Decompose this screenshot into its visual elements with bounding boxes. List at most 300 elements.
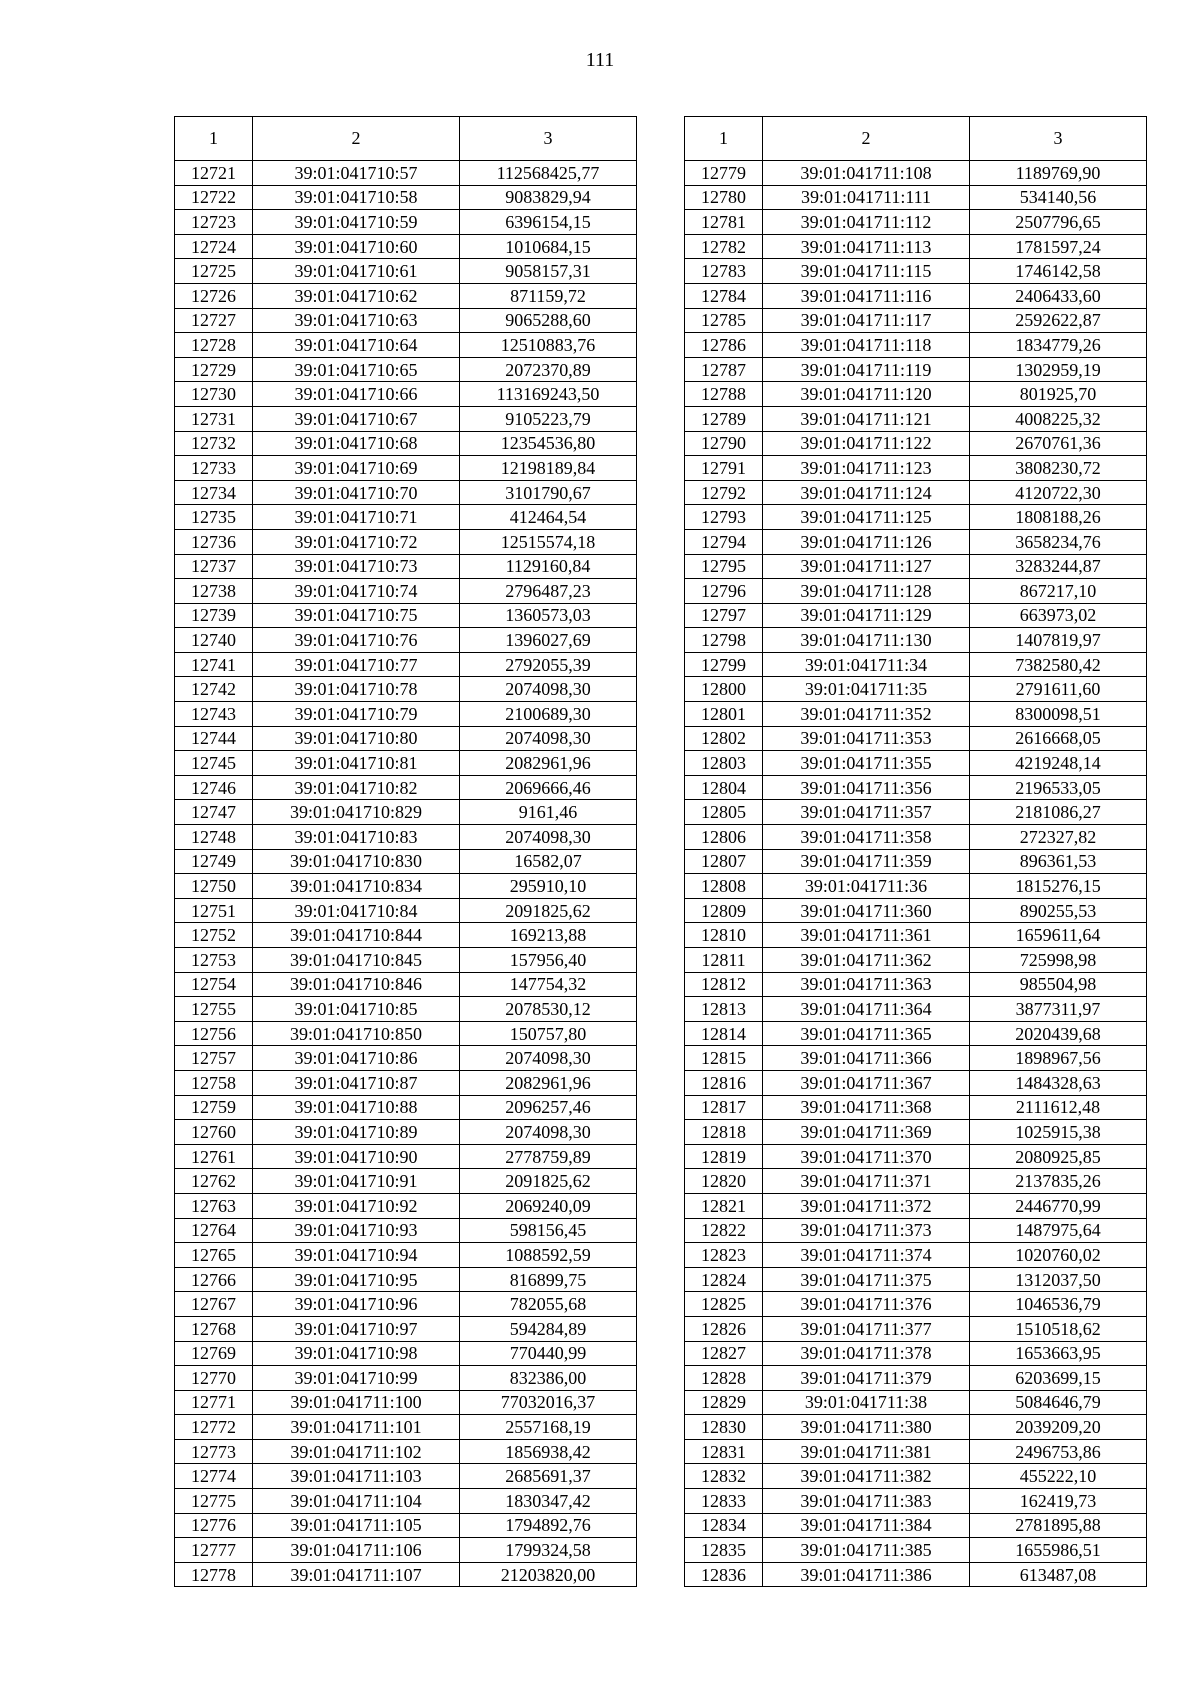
- value-cell: 1088592,59: [460, 1243, 637, 1268]
- row-number-cell: 12809: [685, 898, 763, 923]
- value-cell: 725998,98: [970, 948, 1147, 973]
- value-cell: 2616668,05: [970, 726, 1147, 751]
- table-row: [685, 1562, 1147, 1587]
- value-cell: 770440,99: [460, 1341, 637, 1366]
- cadastral-number-cell: 39:01:041711:116: [763, 283, 970, 308]
- right-table: [684, 116, 1147, 1587]
- cadastral-number-cell: 39:01:041710:95: [253, 1267, 460, 1292]
- value-cell: 801925,70: [970, 382, 1147, 407]
- cadastral-number-cell: 39:01:041711:357: [763, 800, 970, 825]
- value-cell: 1799324,58: [460, 1538, 637, 1563]
- value-cell: 2781895,88: [970, 1513, 1147, 1538]
- value-cell: 4219248,14: [970, 751, 1147, 776]
- cadastral-number-cell: 39:01:041710:97: [253, 1316, 460, 1341]
- table-row: [685, 161, 1147, 186]
- value-cell: 1808188,26: [970, 505, 1147, 530]
- cadastral-number-cell: 39:01:041711:108: [763, 161, 970, 186]
- row-number-cell: 12756: [175, 1021, 253, 1046]
- row-number-cell: 12813: [685, 997, 763, 1022]
- cadastral-number-cell: 39:01:041710:90: [253, 1144, 460, 1169]
- value-cell: 1010684,15: [460, 234, 637, 259]
- cadastral-number-cell: 39:01:041711:363: [763, 972, 970, 997]
- table-row: [175, 997, 637, 1022]
- cadastral-number-cell: 39:01:041711:365: [763, 1021, 970, 1046]
- value-cell: 2074098,30: [460, 677, 637, 702]
- value-cell: 1794892,76: [460, 1513, 637, 1538]
- row-number-cell: 12816: [685, 1070, 763, 1095]
- table-row: [175, 1538, 637, 1563]
- column-header-3: 3: [970, 117, 1147, 161]
- table-row: [175, 775, 637, 800]
- cadastral-number-cell: 39:01:041710:83: [253, 825, 460, 850]
- cadastral-number-cell: 39:01:041710:845: [253, 948, 460, 973]
- cadastral-number-cell: 39:01:041710:67: [253, 406, 460, 431]
- table-row: [685, 259, 1147, 284]
- value-cell: 2111612,48: [970, 1095, 1147, 1120]
- table-row: [685, 283, 1147, 308]
- left-table: [174, 116, 637, 1587]
- cadastral-number-cell: 39:01:041710:94: [253, 1243, 460, 1268]
- table-row: [685, 505, 1147, 530]
- row-number-cell: 12744: [175, 726, 253, 751]
- value-cell: 2039209,20: [970, 1415, 1147, 1440]
- cadastral-number-cell: 39:01:041710:846: [253, 972, 460, 997]
- table-row: [685, 579, 1147, 604]
- table-row: [685, 1366, 1147, 1391]
- table-row: [175, 406, 637, 431]
- cadastral-number-cell: 39:01:041711:355: [763, 751, 970, 776]
- value-cell: 2196533,05: [970, 775, 1147, 800]
- table-row: [175, 726, 637, 751]
- value-cell: 1815276,15: [970, 874, 1147, 899]
- cadastral-number-cell: 39:01:041711:381: [763, 1439, 970, 1464]
- row-number-cell: 12729: [175, 357, 253, 382]
- row-number-cell: 12755: [175, 997, 253, 1022]
- value-cell: 1898967,56: [970, 1046, 1147, 1071]
- cadastral-number-cell: 39:01:041711:122: [763, 431, 970, 456]
- value-cell: 12510883,76: [460, 333, 637, 358]
- row-number-cell: 12803: [685, 751, 763, 776]
- row-number-cell: 12739: [175, 603, 253, 628]
- value-cell: 112568425,77: [460, 161, 637, 186]
- table-row: [175, 1169, 637, 1194]
- table-row: [175, 1366, 637, 1391]
- value-cell: 1129160,84: [460, 554, 637, 579]
- row-number-cell: 12760: [175, 1120, 253, 1145]
- row-number-cell: 12800: [685, 677, 763, 702]
- cadastral-number-cell: 39:01:041710:81: [253, 751, 460, 776]
- cadastral-number-cell: 39:01:041710:91: [253, 1169, 460, 1194]
- value-cell: 871159,72: [460, 283, 637, 308]
- cadastral-number-cell: 39:01:041711:111: [763, 185, 970, 210]
- cadastral-number-cell: 39:01:041711:106: [253, 1538, 460, 1563]
- table-row: [175, 1046, 637, 1071]
- table-row: [175, 161, 637, 186]
- table-row: [175, 1390, 637, 1415]
- cadastral-number-cell: 39:01:041711:124: [763, 480, 970, 505]
- cadastral-number-cell: 39:01:041711:375: [763, 1267, 970, 1292]
- row-number-cell: 12727: [175, 308, 253, 333]
- cadastral-number-cell: 39:01:041711:123: [763, 456, 970, 481]
- cadastral-number-cell: 39:01:041711:373: [763, 1218, 970, 1243]
- value-cell: 782055,68: [460, 1292, 637, 1317]
- cadastral-number-cell: 39:01:041711:368: [763, 1095, 970, 1120]
- table-row: [685, 1193, 1147, 1218]
- table-row: [685, 234, 1147, 259]
- row-number-cell: 12742: [175, 677, 253, 702]
- cadastral-number-cell: 39:01:041711:378: [763, 1341, 970, 1366]
- value-cell: 1312037,50: [970, 1267, 1147, 1292]
- cadastral-number-cell: 39:01:041710:87: [253, 1070, 460, 1095]
- cadastral-number-cell: 39:01:041711:382: [763, 1464, 970, 1489]
- row-number-cell: 12814: [685, 1021, 763, 1046]
- row-number-cell: 12733: [175, 456, 253, 481]
- cadastral-number-cell: 39:01:041711:112: [763, 210, 970, 235]
- value-cell: 1189769,90: [970, 161, 1147, 186]
- row-number-cell: 12763: [175, 1193, 253, 1218]
- row-number-cell: 12836: [685, 1562, 763, 1587]
- cadastral-number-cell: 39:01:041711:353: [763, 726, 970, 751]
- row-number-cell: 12815: [685, 1046, 763, 1071]
- value-cell: 147754,32: [460, 972, 637, 997]
- row-number-cell: 12737: [175, 554, 253, 579]
- value-cell: 1396027,69: [460, 628, 637, 653]
- row-number-cell: 12758: [175, 1070, 253, 1095]
- table-row: [175, 1513, 637, 1538]
- table-row: [175, 357, 637, 382]
- value-cell: 1020760,02: [970, 1243, 1147, 1268]
- row-number-cell: 12826: [685, 1316, 763, 1341]
- value-cell: 455222,10: [970, 1464, 1147, 1489]
- cadastral-number-cell: 39:01:041711:386: [763, 1562, 970, 1587]
- row-number-cell: 12741: [175, 652, 253, 677]
- row-number-cell: 12802: [685, 726, 763, 751]
- header-row: [175, 117, 637, 161]
- value-cell: 8300098,51: [970, 702, 1147, 727]
- row-number-cell: 12818: [685, 1120, 763, 1145]
- cadastral-number-cell: 39:01:041711:358: [763, 825, 970, 850]
- cadastral-number-cell: 39:01:041710:61: [253, 259, 460, 284]
- cadastral-number-cell: 39:01:041711:361: [763, 923, 970, 948]
- value-cell: 9083829,94: [460, 185, 637, 210]
- value-cell: 9105223,79: [460, 406, 637, 431]
- table-row: [685, 554, 1147, 579]
- cadastral-number-cell: 39:01:041710:73: [253, 554, 460, 579]
- value-cell: 2078530,12: [460, 997, 637, 1022]
- row-number-cell: 12796: [685, 579, 763, 604]
- row-number-cell: 12806: [685, 825, 763, 850]
- value-cell: 2082961,96: [460, 1070, 637, 1095]
- row-number-cell: 12749: [175, 849, 253, 874]
- table-row: [175, 1489, 637, 1514]
- table-row: [175, 1267, 637, 1292]
- row-number-cell: 12770: [175, 1366, 253, 1391]
- cadastral-number-cell: 39:01:041711:113: [763, 234, 970, 259]
- table-row: [685, 1046, 1147, 1071]
- table-row: [175, 800, 637, 825]
- table-row: [175, 480, 637, 505]
- page-number: 111: [585, 49, 615, 71]
- table-row: [685, 1538, 1147, 1563]
- row-number-cell: 12792: [685, 480, 763, 505]
- value-cell: 2069666,46: [460, 775, 637, 800]
- value-cell: 2670761,36: [970, 431, 1147, 456]
- cadastral-number-cell: 39:01:041710:89: [253, 1120, 460, 1145]
- cadastral-number-cell: 39:01:041711:130: [763, 628, 970, 653]
- value-cell: 1655986,51: [970, 1538, 1147, 1563]
- column-header-1: 1: [175, 117, 253, 161]
- table-row: [685, 628, 1147, 653]
- value-cell: 2778759,89: [460, 1144, 637, 1169]
- row-number-cell: 12830: [685, 1415, 763, 1440]
- value-cell: 2074098,30: [460, 726, 637, 751]
- value-cell: 2072370,89: [460, 357, 637, 382]
- table-row: [175, 702, 637, 727]
- table-row: [685, 1021, 1147, 1046]
- table-row: [685, 1169, 1147, 1194]
- table-row: [685, 1243, 1147, 1268]
- value-cell: 613487,08: [970, 1562, 1147, 1587]
- row-number-cell: 12768: [175, 1316, 253, 1341]
- table-row: [175, 923, 637, 948]
- row-number-cell: 12804: [685, 775, 763, 800]
- value-cell: 6203699,15: [970, 1366, 1147, 1391]
- table-row: [175, 898, 637, 923]
- table-row: [685, 480, 1147, 505]
- table-row: [175, 505, 637, 530]
- row-number-cell: 12766: [175, 1267, 253, 1292]
- cadastral-number-cell: 39:01:041710:96: [253, 1292, 460, 1317]
- row-number-cell: 12823: [685, 1243, 763, 1268]
- table-row: [175, 1243, 637, 1268]
- row-number-cell: 12807: [685, 849, 763, 874]
- cadastral-number-cell: 39:01:041711:128: [763, 579, 970, 604]
- row-number-cell: 12736: [175, 529, 253, 554]
- cadastral-number-cell: 39:01:041711:367: [763, 1070, 970, 1095]
- row-number-cell: 12767: [175, 1292, 253, 1317]
- value-cell: 2074098,30: [460, 825, 637, 850]
- value-cell: 2792055,39: [460, 652, 637, 677]
- value-cell: 2074098,30: [460, 1046, 637, 1071]
- cadastral-number-cell: 39:01:041710:64: [253, 333, 460, 358]
- cadastral-number-cell: 39:01:041711:117: [763, 308, 970, 333]
- row-number-cell: 12833: [685, 1489, 763, 1514]
- cadastral-number-cell: 39:01:041710:75: [253, 603, 460, 628]
- cadastral-number-cell: 39:01:041711:119: [763, 357, 970, 382]
- table-row: [685, 800, 1147, 825]
- row-number-cell: 12797: [685, 603, 763, 628]
- cadastral-number-cell: 39:01:041711:36: [763, 874, 970, 899]
- table-row: [685, 406, 1147, 431]
- table-row: [175, 234, 637, 259]
- row-number-cell: 12822: [685, 1218, 763, 1243]
- value-cell: 2791611,60: [970, 677, 1147, 702]
- row-number-cell: 12764: [175, 1218, 253, 1243]
- table-row: [685, 948, 1147, 973]
- table-row: [175, 283, 637, 308]
- value-cell: 1302959,19: [970, 357, 1147, 382]
- value-cell: 1781597,24: [970, 234, 1147, 259]
- cadastral-number-cell: 39:01:041710:98: [253, 1341, 460, 1366]
- row-number-cell: 12817: [685, 1095, 763, 1120]
- cadastral-number-cell: 39:01:041710:69: [253, 456, 460, 481]
- row-number-cell: 12831: [685, 1439, 763, 1464]
- cadastral-number-cell: 39:01:041711:127: [763, 554, 970, 579]
- row-number-cell: 12722: [175, 185, 253, 210]
- row-number-cell: 12773: [175, 1439, 253, 1464]
- cadastral-number-cell: 39:01:041711:103: [253, 1464, 460, 1489]
- row-number-cell: 12745: [175, 751, 253, 776]
- value-cell: 598156,45: [460, 1218, 637, 1243]
- table-row: [175, 210, 637, 235]
- value-cell: 9161,46: [460, 800, 637, 825]
- value-cell: 5084646,79: [970, 1390, 1147, 1415]
- table-row: [175, 1070, 637, 1095]
- row-number-cell: 12726: [175, 283, 253, 308]
- row-number-cell: 12783: [685, 259, 763, 284]
- value-cell: 2100689,30: [460, 702, 637, 727]
- cadastral-number-cell: 39:01:041710:80: [253, 726, 460, 751]
- column-header-1: 1: [685, 117, 763, 161]
- table-row: [175, 948, 637, 973]
- value-cell: 162419,73: [970, 1489, 1147, 1514]
- value-cell: 3808230,72: [970, 456, 1147, 481]
- row-number-cell: 12805: [685, 800, 763, 825]
- table-row: [685, 1439, 1147, 1464]
- table-row: [685, 923, 1147, 948]
- cadastral-number-cell: 39:01:041710:844: [253, 923, 460, 948]
- cadastral-number-cell: 39:01:041710:79: [253, 702, 460, 727]
- row-number-cell: 12762: [175, 1169, 253, 1194]
- table-row: [175, 1218, 637, 1243]
- cadastral-number-cell: 39:01:041710:66: [253, 382, 460, 407]
- cadastral-number-cell: 39:01:041711:370: [763, 1144, 970, 1169]
- row-number-cell: 12824: [685, 1267, 763, 1292]
- cadastral-number-cell: 39:01:041711:100: [253, 1390, 460, 1415]
- value-cell: 1746142,58: [970, 259, 1147, 284]
- row-number-cell: 12787: [685, 357, 763, 382]
- value-cell: 2796487,23: [460, 579, 637, 604]
- table-row: [685, 726, 1147, 751]
- table-row: [685, 357, 1147, 382]
- table-row: [175, 554, 637, 579]
- table-row: [685, 874, 1147, 899]
- table-row: [175, 1144, 637, 1169]
- cadastral-number-cell: 39:01:041711:120: [763, 382, 970, 407]
- column-header-2: 2: [253, 117, 460, 161]
- value-cell: 2096257,46: [460, 1095, 637, 1120]
- table-row: [685, 185, 1147, 210]
- cadastral-number-cell: 39:01:041711:360: [763, 898, 970, 923]
- table-row: [175, 1316, 637, 1341]
- cadastral-number-cell: 39:01:041710:76: [253, 628, 460, 653]
- row-number-cell: 12793: [685, 505, 763, 530]
- table-row: [175, 529, 637, 554]
- cadastral-number-cell: 39:01:041711:352: [763, 702, 970, 727]
- value-cell: 2091825,62: [460, 898, 637, 923]
- row-number-cell: 12778: [175, 1562, 253, 1587]
- value-cell: 4120722,30: [970, 480, 1147, 505]
- row-number-cell: 12735: [175, 505, 253, 530]
- table-row: [685, 677, 1147, 702]
- table-row: [685, 1415, 1147, 1440]
- row-number-cell: 12731: [175, 406, 253, 431]
- value-cell: 295910,10: [460, 874, 637, 899]
- table-row: [175, 308, 637, 333]
- table-row: [685, 849, 1147, 874]
- value-cell: 412464,54: [460, 505, 637, 530]
- row-number-cell: 12789: [685, 406, 763, 431]
- value-cell: 896361,53: [970, 849, 1147, 874]
- row-number-cell: 12820: [685, 1169, 763, 1194]
- table-row: [175, 259, 637, 284]
- row-number-cell: 12769: [175, 1341, 253, 1366]
- value-cell: 2496753,86: [970, 1439, 1147, 1464]
- value-cell: 2082961,96: [460, 751, 637, 776]
- cadastral-number-cell: 39:01:041711:125: [763, 505, 970, 530]
- table-row: [685, 1341, 1147, 1366]
- value-cell: 3877311,97: [970, 997, 1147, 1022]
- cadastral-number-cell: 39:01:041711:102: [253, 1439, 460, 1464]
- table-row: [685, 1390, 1147, 1415]
- cadastral-number-cell: 39:01:041711:376: [763, 1292, 970, 1317]
- row-number-cell: 12751: [175, 898, 253, 923]
- value-cell: 1360573,03: [460, 603, 637, 628]
- row-number-cell: 12812: [685, 972, 763, 997]
- cadastral-number-cell: 39:01:041711:126: [763, 529, 970, 554]
- row-number-cell: 12810: [685, 923, 763, 948]
- value-cell: 2080925,85: [970, 1144, 1147, 1169]
- table-row: [175, 333, 637, 358]
- table-row: [685, 529, 1147, 554]
- row-number-cell: 12811: [685, 948, 763, 973]
- cadastral-number-cell: 39:01:041711:38: [763, 1390, 970, 1415]
- value-cell: 985504,98: [970, 972, 1147, 997]
- value-cell: 150757,80: [460, 1021, 637, 1046]
- value-cell: 594284,89: [460, 1316, 637, 1341]
- value-cell: 1659611,64: [970, 923, 1147, 948]
- row-number-cell: 12774: [175, 1464, 253, 1489]
- row-number-cell: 12828: [685, 1366, 763, 1391]
- table-row: [685, 333, 1147, 358]
- cadastral-number-cell: 39:01:041711:369: [763, 1120, 970, 1145]
- value-cell: 1025915,38: [970, 1120, 1147, 1145]
- value-cell: 2074098,30: [460, 1120, 637, 1145]
- value-cell: 4008225,32: [970, 406, 1147, 431]
- value-cell: 2406433,60: [970, 283, 1147, 308]
- cadastral-number-cell: 39:01:041711:366: [763, 1046, 970, 1071]
- cadastral-number-cell: 39:01:041711:121: [763, 406, 970, 431]
- cadastral-number-cell: 39:01:041711:115: [763, 259, 970, 284]
- cadastral-number-cell: 39:01:041711:371: [763, 1169, 970, 1194]
- row-number-cell: 12819: [685, 1144, 763, 1169]
- row-number-cell: 12743: [175, 702, 253, 727]
- value-cell: 7382580,42: [970, 652, 1147, 677]
- row-number-cell: 12772: [175, 1415, 253, 1440]
- row-number-cell: 12835: [685, 1538, 763, 1563]
- row-number-cell: 12771: [175, 1390, 253, 1415]
- cadastral-number-cell: 39:01:041710:58: [253, 185, 460, 210]
- value-cell: 1046536,79: [970, 1292, 1147, 1317]
- table-row: [685, 997, 1147, 1022]
- cadastral-number-cell: 39:01:041711:379: [763, 1366, 970, 1391]
- row-number-cell: 12753: [175, 948, 253, 973]
- table-row: [175, 1415, 637, 1440]
- table-row: [175, 1021, 637, 1046]
- value-cell: 3101790,67: [460, 480, 637, 505]
- table-row: [175, 431, 637, 456]
- table-row: [685, 1218, 1147, 1243]
